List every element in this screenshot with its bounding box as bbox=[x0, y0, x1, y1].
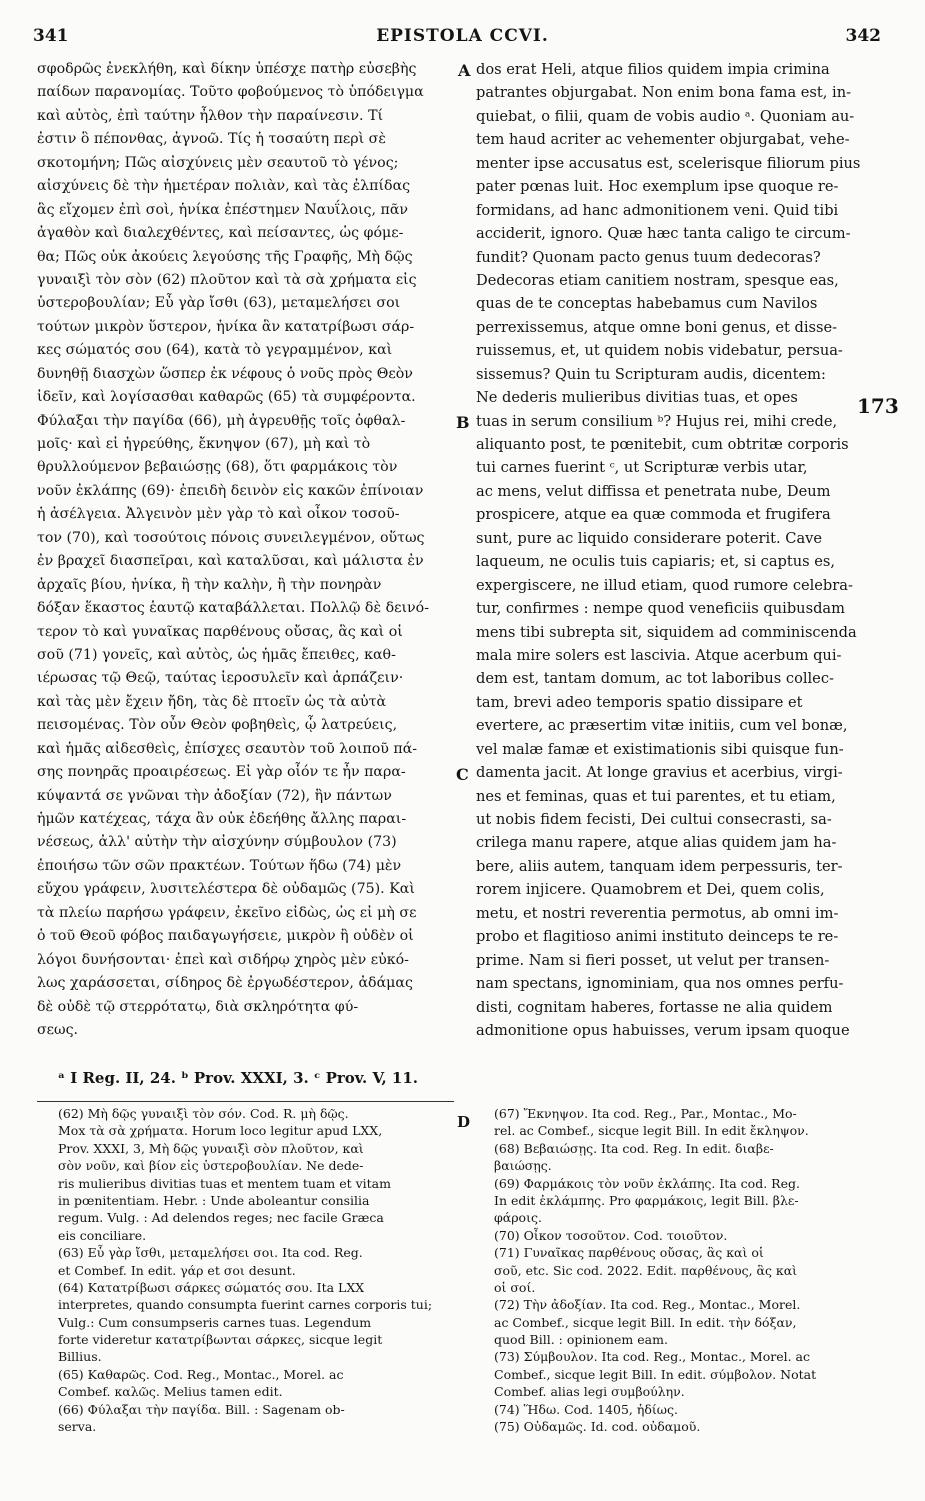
margin-marker-a: A bbox=[458, 61, 471, 80]
greek-text-line: δόξαν ἕκαστος ἑαυτῷ καταβάλλεται. Πολλῷ δὲ δεινό- bbox=[37, 600, 430, 617]
latin-text-line: ac mens, velut diffissa et penetrata nube, Deum bbox=[476, 482, 831, 500]
greek-text-line: ἡ ἀσέλγεια. Ἀλγεινὸν μὲν γὰρ τὸ καὶ οἶκον τοσοῦ- bbox=[37, 506, 400, 523]
greek-text-line: λόγοι δυνήσονται· ἐπεὶ καὶ σιδήρῳ χηρὸς μὲν εὐκό- bbox=[37, 951, 409, 968]
footnote-line: rel. ac Combef., sicque legit Bill. In edit ἔκληψον. bbox=[494, 1123, 809, 1139]
footnote-line: (72) Τὴν ἀδοξίαν. Ita cod. Reg., Montac., Morel. bbox=[494, 1297, 801, 1313]
footnote-line: (70) Οἶκον τοσοῦτον. Cod. τοιοῦτον. bbox=[494, 1227, 728, 1243]
latin-text-line: damenta jacit. At longe gravius et acerbius, virgi- bbox=[476, 764, 843, 782]
latin-text-line: tui carnes fuerint ᶜ, ut Scripturæ verbis utar, bbox=[476, 459, 808, 477]
footnote-line: quod Bill. : opinionem eam. bbox=[494, 1332, 668, 1348]
footnote-line: ac Combef., sicque legit Bill. In edit. τὴν δόξαν, bbox=[494, 1314, 797, 1330]
latin-text-line: ut nobis fidem fecisti, Dei cultui consecrasti, sa- bbox=[476, 811, 832, 828]
greek-text-line: θρυλλούμενον βεβαιώσῃς (68), ὅτι φαρμάκοις τὸν bbox=[37, 459, 398, 476]
latin-text-line: quiebat, o filii, quam de vobis audio ᵃ. Quoniam au- bbox=[476, 107, 855, 125]
greek-text-line: θα; Πῶς οὐκ ἀκούεις λεγούσης τῆς Γραφῆς, Μὴ δῷς bbox=[37, 248, 413, 265]
greek-text-line: Φύλαξαι τὴν παγίδα (66), μὴ ἀγρευθῇς τοῖς ὀφθαλ- bbox=[37, 412, 406, 429]
margin-marker-c: C bbox=[456, 765, 469, 784]
latin-text-line: tur, confirmes : nempe quod veneficiis quibusdam bbox=[476, 600, 845, 618]
right-page-number: 342 bbox=[845, 26, 881, 46]
left-page-number: 341 bbox=[33, 26, 69, 46]
latin-text-line: laqueum, ne oculis tuis capiaris; et, si captus es, bbox=[476, 553, 836, 571]
greek-text-line: δυνηθῇ διασχὼν ὥσπερ ἐκ νέφους ὁ νοῦς πρὸς Θεὸν bbox=[37, 365, 413, 382]
footnote-line: Combef. καλῶς. Melius tamen edit. bbox=[58, 1384, 283, 1400]
latin-text-line: fundit? Quonam pacto genus tuum dedecoras? bbox=[476, 248, 821, 266]
latin-text-line: acciderit, ignoro. Quæ hæc tanta caligo te circum- bbox=[476, 225, 851, 243]
footnote-line: interpretes, quando consumpta fuerint carnes corporis tui; bbox=[58, 1297, 433, 1313]
greek-text-line: δὲ οὐδὲ τῷ στερρότατῳ, διὰ σκληρότητα φύ- bbox=[37, 998, 359, 1015]
footnote-line: (65) Καθαρῶς. Cod. Reg., Montac., Morel. ac bbox=[58, 1366, 344, 1382]
latin-text-line: mens tibi subrepta sit, siquidem ad comminiscenda bbox=[476, 623, 857, 641]
latin-text-line: crilega manu rapere, atque alias quidem jam ha- bbox=[476, 834, 837, 852]
footnote-line: Prov. XXXI, 3, Μὴ δῷς γυναιξὶ σὸν πλοῦτον, καὶ bbox=[58, 1140, 364, 1156]
greek-text-line: καὶ αὐτὸς, ἐπὶ ταύτην ἦλθον τὴν παραίνεσιν. Τί bbox=[37, 107, 384, 124]
footnote-line: (66) Φύλαξαι τὴν παγίδα. Bill. : Sagenam ob- bbox=[58, 1401, 345, 1417]
latin-text-line: disti, cognitam haberes, fortasse ne alia quidem bbox=[476, 998, 833, 1016]
margin-marker-b: B bbox=[456, 413, 470, 432]
latin-text-line: formidans, ad hanc admonitionem veni. Quid tibi bbox=[476, 201, 839, 219]
greek-text-line: κύψαντά σε γνῶναι τὴν ἀδοξίαν (72), ἣν πάντων bbox=[37, 787, 392, 804]
greek-text-line: ἃς εἴχομεν ἐπὶ σοὶ, ἡνίκα ἐπέστημεν Ναυΐλοις, πᾶν bbox=[37, 201, 409, 218]
footnote-line: (71) Γυναῖκας παρθένους οὔσας, ἃς καὶ οἱ bbox=[494, 1245, 764, 1261]
greek-text-line: σφοδρῶς ἐνεκλήθη, καὶ δίκην ὑπέσχε πατὴρ εὐσεβὴς bbox=[37, 61, 417, 77]
greek-text-line: σης πονηρᾶς προαιρέσεως. Εἰ γὰρ οἷόν τε ἦν παρα- bbox=[37, 764, 406, 781]
footnote-divider bbox=[37, 1101, 454, 1102]
latin-text-line: tuas in serum consilium ᵇ? Hujus rei, mihi crede, bbox=[476, 412, 838, 430]
latin-text-line: quas de te conceptas habebamus cum Navilos bbox=[476, 295, 818, 313]
latin-text-line: admonitione opus habuisses, verum ipsam quoque bbox=[476, 1021, 850, 1039]
latin-text-line: patrantes objurgabat. Non enim bona fama est, in- bbox=[476, 84, 852, 102]
greek-text-line: νοῦν ἐκλάπης (69)· ἐπειδὴ δεινὸν εἰς κακῶν ἐπίνοιαν bbox=[37, 482, 424, 499]
footnote-line: οἱ σοί. bbox=[494, 1279, 536, 1295]
footnote-line: regum. Vulg. : Ad delendos reges; nec facile Græca bbox=[58, 1210, 384, 1226]
footnote-line: forte videretur κατατρίβωνται σάρκες, sicque legit bbox=[58, 1332, 383, 1348]
latin-text-line: rorem injicere. Quamobrem et Dei, quem colis, bbox=[476, 881, 825, 899]
latin-text-line: menter ipse accusatus est, scelerisque filiorum pius bbox=[476, 154, 861, 172]
greek-text-line: σκοτομήνη; Πῶς αἰσχύνεις μὲν σεαυτοῦ τὸ γένος; bbox=[37, 154, 399, 171]
footnote-line: et Combef. In edit. γάρ et σοι desunt. bbox=[58, 1262, 296, 1278]
greek-text-line: ἰδεῖν, καὶ λογίσασθαι καθαρῶς (65) τὰ συμφέροντα. bbox=[37, 389, 416, 406]
footnote-line: σοῦ, etc. Sic cod. 2022. Edit. παρθένους, ἃς καὶ bbox=[494, 1262, 798, 1278]
footnotes-right bbox=[494, 1105, 894, 1435]
footnote-line: (63) Εὖ γὰρ ἴσθι, μεταμελήσει σοι. Ita cod. Reg. bbox=[58, 1245, 363, 1261]
footnote-line: (64) Κατατρίβωσι σάρκες σώματός σου. Ita LXX bbox=[58, 1279, 365, 1295]
latin-text-line: aliquanto post, te pœnitebit, cum obtritæ corporis bbox=[476, 436, 849, 453]
latin-text-line: perrexissemus, atque omne boni genus, et disse- bbox=[476, 318, 838, 336]
footnotes-left bbox=[58, 1105, 458, 1435]
footnote-line: Vulg.: Cum consumpseris carnes tuas. Legendum bbox=[58, 1314, 372, 1330]
footnote-line: Mox τὰ σὰ χρήματα. Horum loco legitur apud LXX, bbox=[58, 1123, 383, 1139]
footnote-line: (67) Ἔκνηψον. Ita cod. Reg., Par., Montac., Mo- bbox=[494, 1106, 797, 1121]
footnote-line: In edit ἐκλάμπης. Pro φαρμάκοις, legit Bill. βλε- bbox=[494, 1192, 799, 1208]
greek-text-line: καὶ ἡμᾶς αἰδεσθεὶς, ἐπίσχες σεαυτὸν τοῦ λοιποῦ πά- bbox=[37, 740, 418, 757]
running-header bbox=[0, 26, 925, 56]
latin-text-line: tam, brevi adeo temporis spatio dissipare et bbox=[476, 693, 803, 711]
greek-text-line: ἐν βραχεῖ διασπεῖραι, καὶ καταλῦσαι, καὶ μάλιστα ἐν bbox=[37, 553, 424, 570]
greek-text-line: πεισομένας. Τὸν οὖν Θεὸν φοβηθεὶς, ᾧ λατρεύεις, bbox=[37, 717, 398, 734]
greek-text-line: ἐποιήσω τῶν σῶν πρακτέων. Τούτων ἥδω (74) μὲν bbox=[37, 857, 402, 874]
latin-text-line: metu, et nostri reverentia permotus, ab omni im- bbox=[476, 904, 839, 922]
page-title: EPISTOLA CCVI. bbox=[376, 26, 549, 46]
footnote-line: in pœnitentiam. Hebr. : Unde aboleantur consilia bbox=[58, 1192, 370, 1208]
latin-text-line: dos erat Heli, atque filios quidem impia crimina bbox=[476, 61, 830, 78]
greek-text-line: λως χαράσσεται, σίδηρος δὲ ἐργωδέστερον, ἀδάμας bbox=[37, 975, 413, 992]
greek-text-line: μοῖς· καὶ εἰ ἠγρεύθης, ἔκνηψον (67), μὴ καὶ τὸ bbox=[37, 436, 371, 452]
greek-text-line: γυναιξὶ τὸν σὸν (62) πλοῦτον καὶ τὰ σὰ χρήματα εἰς bbox=[37, 271, 417, 288]
column-number-marker: 173 bbox=[857, 394, 899, 418]
greek-text-line: τον (70), καὶ τοσούτοις πόνοις συνειλεγμένον, οὕτως bbox=[37, 529, 425, 546]
greek-column bbox=[37, 58, 454, 1042]
footnote-line: (69) Φαρμάκοις τὸν νοῦν ἐκλάπης. Ita cod. Reg. bbox=[494, 1175, 800, 1191]
latin-text-line: mala mire solers est lascivia. Atque acerbum qui- bbox=[476, 646, 842, 664]
latin-text-line: nam spectans, ignominiam, qua nos omnes perfu- bbox=[476, 975, 844, 993]
greek-text-line: ἡμῶν κατέχεας, τάχα ἂν οὐκ ἐδεήθης ἄλλης παραι- bbox=[37, 811, 407, 827]
greek-text-line: κες σώματός σου (64), κατὰ τὸ γεγραμμένον, καὶ bbox=[37, 342, 393, 359]
footnote-line: Combef., sicque legit Bill. In edit. σύμβολον. Notat bbox=[494, 1366, 817, 1382]
footnote-line: serva. bbox=[58, 1419, 97, 1435]
greek-text-line: ὁ τοῦ Θεοῦ φόβος παιδαγωγήσειε, μικρὸν ἢ οὐδὲν οἱ bbox=[37, 928, 414, 945]
footnote-line: eis conciliare. bbox=[58, 1227, 147, 1243]
greek-text-line: τὰ πλείω παρήσω γράφειν, ἐκεῖνο εἰδὼς, ὡς εἰ μὴ σε bbox=[37, 904, 417, 921]
greek-text-line: ὑστεροβουλίαν; Εὖ γὰρ ἴσθι (63), μεταμελήσει σοι bbox=[37, 295, 401, 312]
greek-text-line: τούτων μικρὸν ὕστερον, ἡνίκα ἂν κατατρίβωσι σάρ- bbox=[37, 318, 415, 335]
latin-text-line: Dedecoras etiam canitiem nostram, spesque eas, bbox=[476, 271, 839, 289]
greek-text-line: τερον τὸ καὶ γυναῖκας παρθένους οὔσας, ἃς καὶ οἱ bbox=[37, 623, 403, 640]
latin-text-line: pater pœnas luit. Hoc exemplum ipse quoque re- bbox=[476, 178, 839, 196]
footnote-line: φάροις. bbox=[494, 1210, 542, 1226]
latin-text-line: ruissemus, et, ut quidem nobis videbatur, persua- bbox=[476, 342, 843, 360]
footnote-line: Billius. bbox=[58, 1349, 102, 1365]
latin-text-line: tem haud acriter ac vehementer objurgabat, vehe- bbox=[476, 131, 850, 149]
latin-text-line: vel malæ famæ et existimationis sibi quisque fun- bbox=[476, 740, 844, 758]
latin-text-line: evertere, ac præsertim vitæ initiis, cum vel bonæ, bbox=[476, 717, 848, 735]
latin-text-line: dem est, tantam domum, ac tot laboribus collec- bbox=[476, 670, 834, 688]
latin-text-line: nes et feminas, quas et tui parentes, et tu etiam, bbox=[476, 787, 836, 805]
scripture-references: ᵃ I Reg. II, 24. ᵇ Prov. XXXI, 3. ᶜ Prov. V, 11. bbox=[58, 1069, 419, 1087]
greek-text-line: παίδων παρανομίας. Τοῦτο φοβούμενος τὸ ὑπόδειγμα bbox=[37, 84, 424, 101]
latin-text-line: probo et flagitioso animi instituto deinceps te re- bbox=[476, 928, 839, 946]
latin-text-line: sissemus? Quin tu Scripturam audis, dicentem: bbox=[476, 365, 826, 383]
greek-text-line: σοῦ (71) γονεῖς, καὶ αὐτὸς, ὡς ἡμᾶς ἔπειθες, καθ- bbox=[37, 646, 396, 663]
footnote-line: Combef. alias legi συμβούλην. bbox=[494, 1384, 685, 1400]
footnote-line: (75) Οὐδαμῶς. Id. cod. οὐδαμοῦ. bbox=[494, 1419, 701, 1435]
footnote-line: ris mulieribus divitias tuas et mentem tuam et vitam bbox=[58, 1175, 391, 1191]
footnote-line: σὸν νοῦν, καὶ βίον εἰς ὑστεροβουλίαν. Ne dede- bbox=[58, 1158, 364, 1174]
greek-text-line: καὶ τὰς μὲν ἔχειν ἤδη, τὰς δὲ πτοεῖν ὡς τὰ αὐτὰ bbox=[37, 693, 387, 710]
latin-text-line: bere, aliis autem, tanquam idem perpessuris, ter- bbox=[476, 857, 843, 875]
greek-text-line: αἰσχύνεις δὲ τὴν ἡμετέραν πολιὰν, καὶ τὰς ἐλπίδας bbox=[37, 178, 411, 195]
latin-column bbox=[476, 58, 892, 1042]
latin-text-line: prospicere, atque ea quæ commoda et frugifera bbox=[476, 506, 831, 524]
margin-marker-d: D bbox=[457, 1113, 471, 1131]
latin-text-line: prime. Nam si fieri posset, ut velut per transen- bbox=[476, 951, 830, 969]
greek-text-line: νέσεως, ἀλλ' αὐτὴν τὴν αἰσχύνην σύμβουλον (73) bbox=[37, 834, 397, 851]
greek-text-line: ἀρχαῖς βίου, ἡνίκα, ἢ τὴν καλὴν, ἢ τὴν πονηρὰν bbox=[37, 576, 382, 593]
latin-text-line: expergiscere, ne illud etiam, quod rumore celebra- bbox=[476, 576, 853, 594]
footnote-line: (68) Βεβαιώσῃς. Ita cod. Reg. In edit. διαβε- bbox=[494, 1140, 774, 1156]
greek-text-line: σεως. bbox=[37, 1021, 79, 1038]
greek-text-line: ἐστιν ὃ πέπονθας, ἀγνοῶ. Τίς ἡ τοσαύτη περὶ σὲ bbox=[37, 131, 386, 148]
greek-text-line: ἀγαθὸν καὶ διαλεχθέντες, καὶ πείσαντες, ὡς φόμε- bbox=[37, 225, 404, 242]
footnote-line: (62) Μὴ δῷς γυναιξὶ τὸν σόν. Cod. R. μὴ δῷς. bbox=[58, 1106, 349, 1121]
latin-text-line: sunt, pure ac liquido considerare poterit. Cave bbox=[476, 529, 823, 547]
greek-text-line: εὔχου γράφειν, λυσιτελέστερα δὲ οὐδαμῶς (75). Καὶ bbox=[37, 881, 415, 898]
footnote-line: βαιώσῃς. bbox=[494, 1158, 552, 1174]
footnote-line: (74) Ἥδω. Cod. 1405, ἡδίως. bbox=[494, 1401, 678, 1417]
footnote-line: (73) Σύμβουλον. Ita cod. Reg., Montac., Morel. ac bbox=[494, 1349, 810, 1365]
latin-text-line: Ne dederis mulieribus divitias tuas, et opes bbox=[476, 389, 798, 407]
greek-text-line: ιέρωσας τῷ Θεῷ, ταύτας ἱεροσυλεῖν καὶ ἁρπάζειν· bbox=[37, 670, 404, 687]
